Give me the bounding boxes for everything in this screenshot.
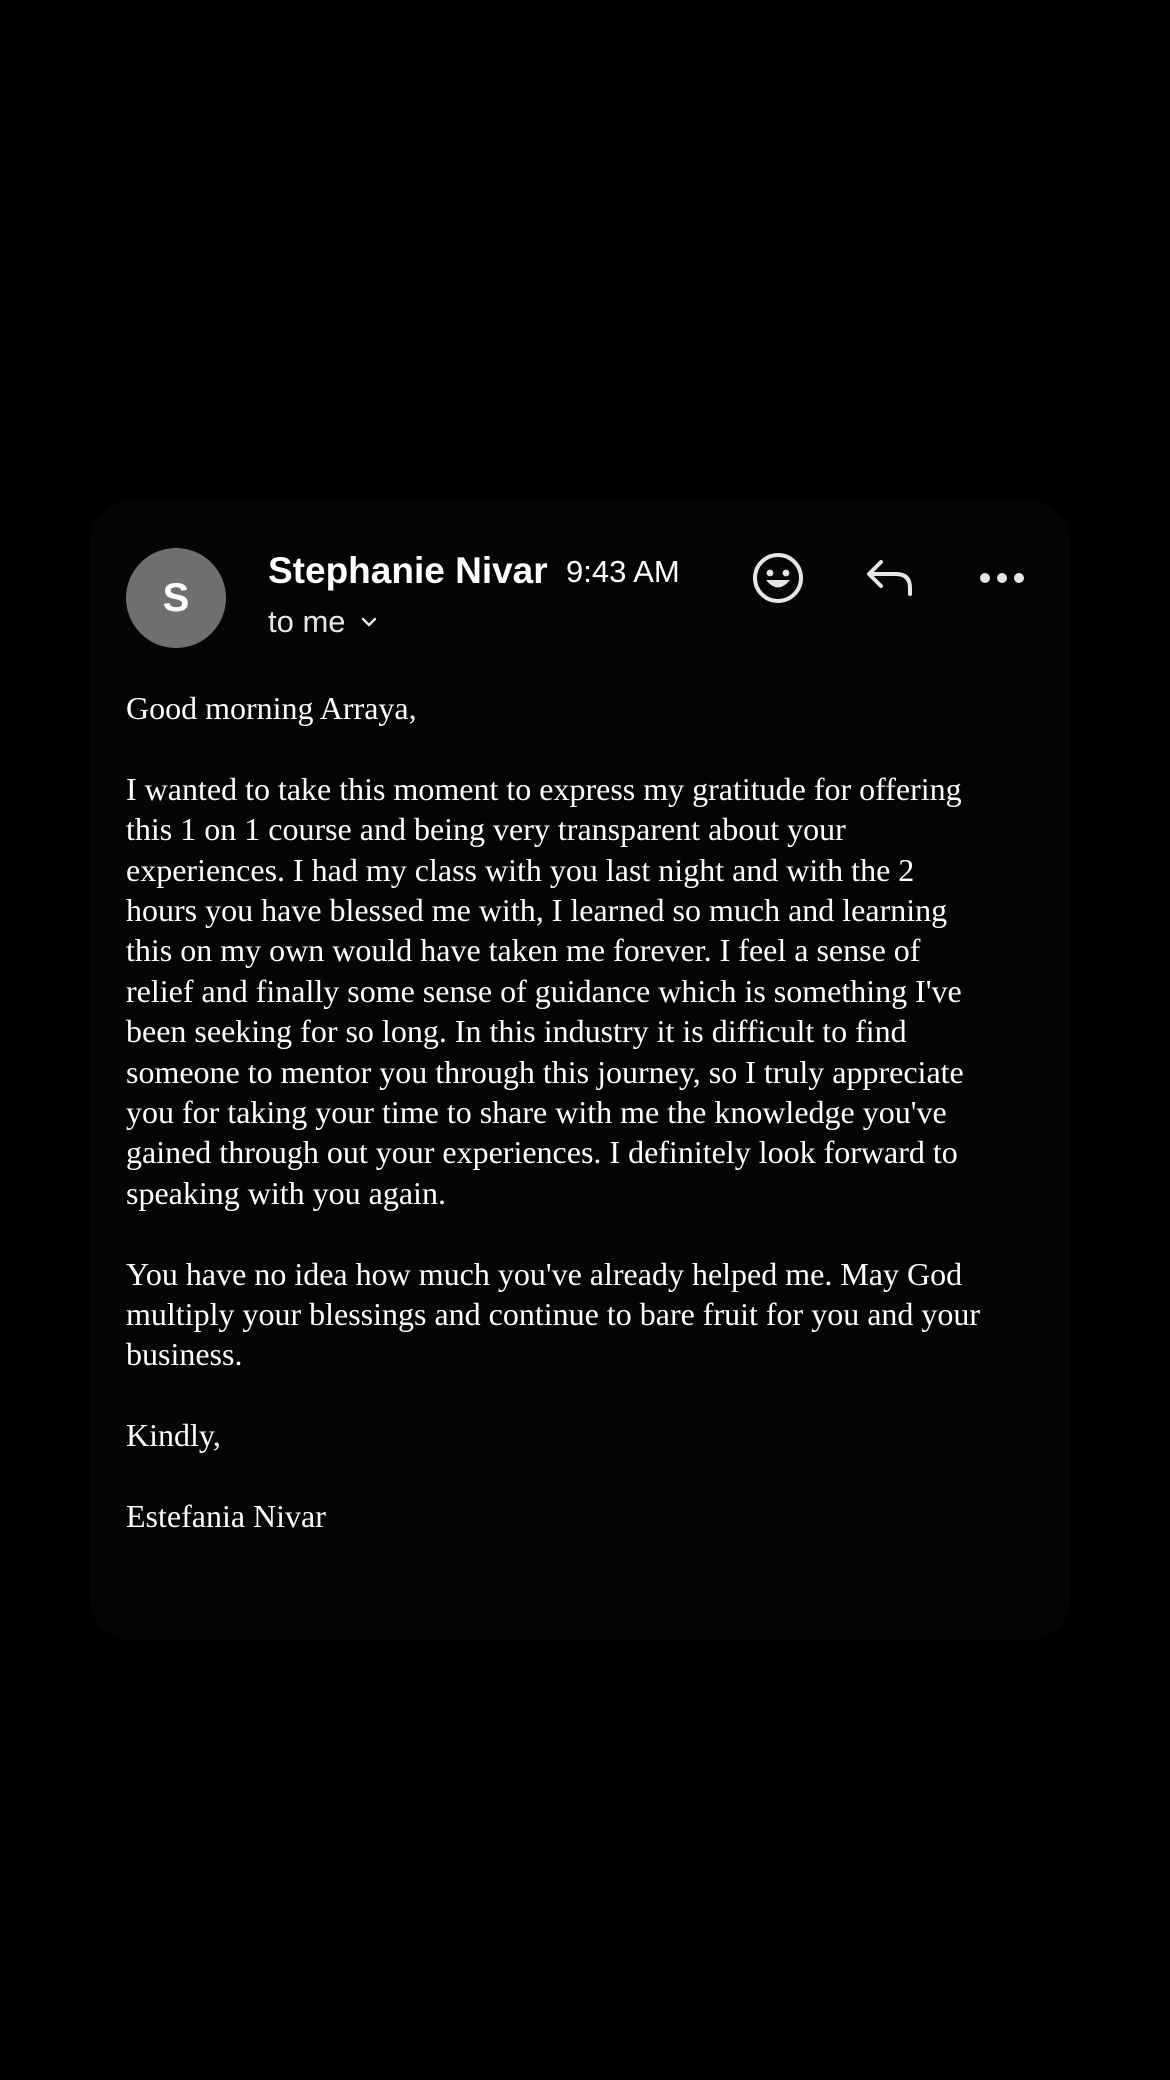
reply-button[interactable] [860,548,920,608]
email-body [126,688,1046,1536]
timestamp: 9:43 AM [566,554,680,589]
smiley-face-icon [751,551,805,605]
email-header [126,548,1056,658]
reply-arrow-icon [864,556,916,600]
recipient-label: to me [268,604,346,639]
email-paragraph: You have no idea how much you've already helped me. May God multiply your blessings and continue to bare fruit for you and your business. [126,1255,981,1373]
add-reaction-button[interactable] [748,548,808,608]
more-options-button[interactable] [972,548,1032,608]
avatar[interactable]: S [126,548,226,648]
email-closing: Kindly, [126,1417,221,1454]
chevron-down-icon [358,611,380,633]
email-greeting: Good morning Arraya, [126,690,417,726]
sender-name[interactable]: Stephanie Nivar [268,550,548,591]
recipient-toggle[interactable] [268,604,380,640]
email-signature: Estefania Nivar [126,1498,326,1535]
more-options-icon [978,571,1026,585]
email-paragraph: I wanted to take this moment to express my gratitude for offering this 1 on 1 course and being very transparent about your experiences. I had my class with you last night and with the 2 hours you have blessed me with, I learned so much and learning this on my own would have taken me forever. I feel a sense of relief and finally some sense of guidance which is something I've been seeking for so long. In this industry it is difficult to find someone to mentor you through this journey, so I truly appreciate you for taking your time to share with me the knowledge you've gained through out your experiences. I definitely look forward to speaking with you again. [126,770,964,1211]
